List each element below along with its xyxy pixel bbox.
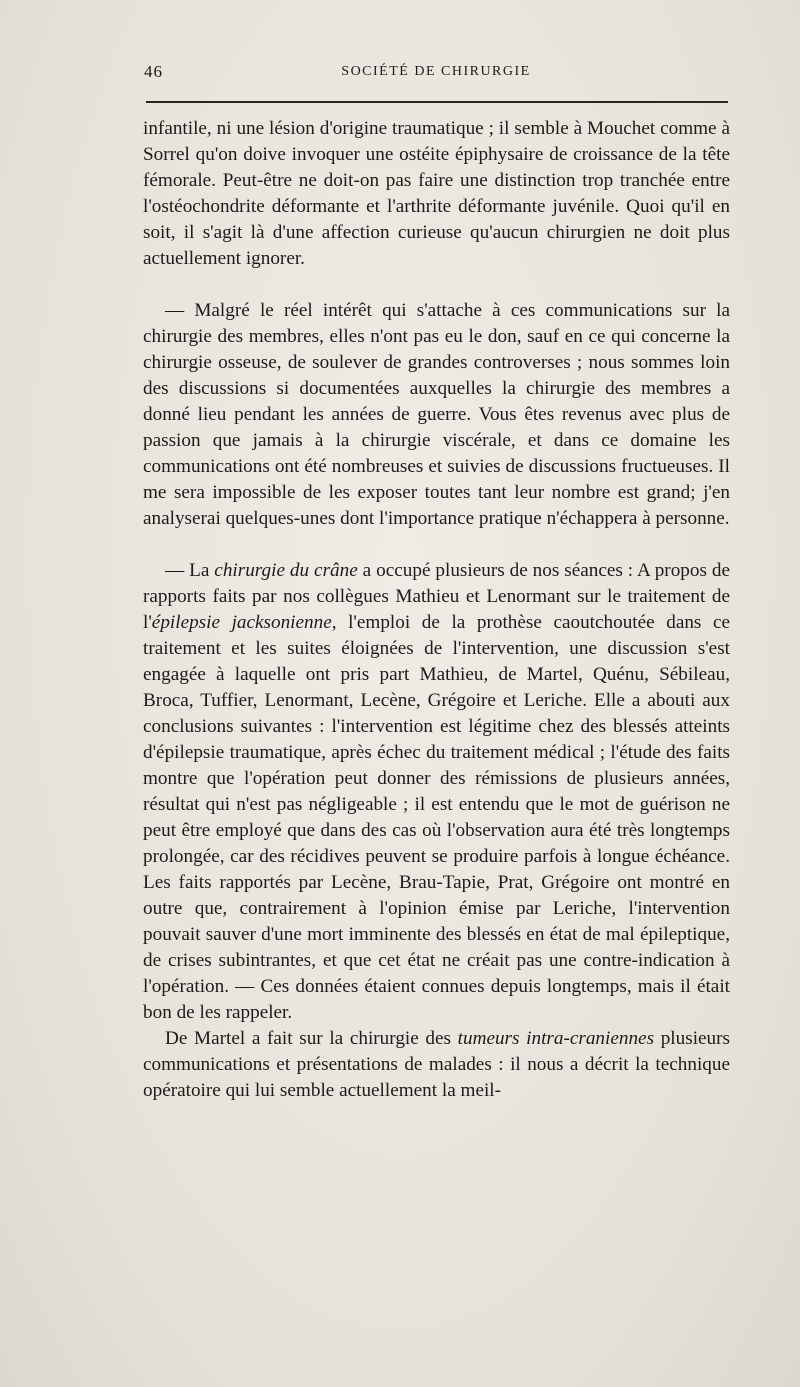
paragraph-2: — Malgré le réel intérêt qui s'attache à ces communications sur la chirurgie des membres, elles n'ont pas eu le don, sauf en ce qui concerne la chirurgie osseuse, de soulever de grandes controverses ; nous sommes loin des discussions si documentées auxquelles la chirurgie des membres a donné lieu pendant les années de guerre. Vous êtes revenus avec plus de passion que jamais à la chirurgie viscérale, et dans ce domaine les communications ont été nombreuses et suivies de discussions fructueuses. Il me sera impossible de les exposer toutes tant leur nombre est grand; j'en analyserai quelques-unes dont l'importance pratique n'échappera à personne.: [143, 300, 730, 529]
body-text: [143, 116, 730, 1104]
running-title: SOCIÉTÉ DE CHIRURGIE: [341, 64, 531, 79]
header-rule: [146, 101, 728, 103]
paragraph-3-text-b: a occupé plusieurs de nos séances : A propos de rapports faits par nos collègues Mathieu et Lenormant sur le traitement de l': [143, 560, 730, 633]
italic-term-cranial-surgery: chirurgie du crâne: [214, 560, 358, 581]
italic-term-intracranial-tumors: tumeurs intra-craniennes: [457, 1028, 655, 1049]
page-number: 46: [144, 62, 163, 81]
paragraph-gap: [143, 532, 730, 558]
paragraph-3-text-a: — La: [165, 560, 215, 581]
paragraph-4: [143, 1026, 730, 1104]
italic-term-jacksonian-epilepsy: épilepsie jacksonienne: [151, 612, 332, 633]
page-header: [144, 62, 728, 88]
paragraph-gap: [143, 272, 730, 298]
paragraph-4-text-a: De Martel a fait sur la chirurgie des: [165, 1028, 458, 1049]
paragraph-3: [143, 558, 730, 1026]
paragraph-1: infantile, ni une lésion d'origine traumatique ; il semble à Mouchet comme à Sorrel qu'on doive invoquer une ostéite épiphysaire de croissance de la tête fémorale. Peut-être ne doit-on pas faire une distinction trop tranchée entre l'ostéochondrite déformante et l'arthrite déformante juvénile. Quoi qu'il en soit, il s'agit là d'une affection curieuse qu'aucun chirurgien ne doit plus actuellement ignorer.: [143, 118, 730, 269]
paragraph-4-text-b: plusieurs communications et présentations de malades : il nous a décrit la technique opératoire qui lui semble actuellement la meil-: [143, 1028, 730, 1101]
paragraph-3-text-c: , l'emploi de la prothèse caoutchoutée dans ce traitement et les suites éloignées de l'intervention, une discussion s'est engagée à laquelle ont pris part Mathieu, de Martel, Quénu, Sébileau, Broca, Tuffier, Lenormant, Lecène, Grégoire et Leriche. Elle a abouti aux conclusions suivantes : l'intervention est légitime chez des blessés atteints d'épilepsie traumatique, après échec du traitement médical ; l'étude des faits montre que l'opération peut donner des rémissions de plusieurs années, résultat qui n'est pas négligeable ; il est entendu que le mot de guérison ne peut être employé que dans des cas où l'observation aura été très longtemps prolongée, car des récidives peuvent se produire parfois à longue échéance. Les faits rapportés par Lecène, Brau-Tapie, Prat, Grégoire ont montré en outre que, contrairement à l'opinion émise par Leriche, l'intervention pouvait sauver d'une mort imminente des blessés en état de mal épileptique, de crises subintrantes, et que cet état ne créait pas une contre-indication à l'opération. — Ces données étaient connues depuis longtemps, mais il était bon de les rappeler.: [143, 612, 731, 1023]
